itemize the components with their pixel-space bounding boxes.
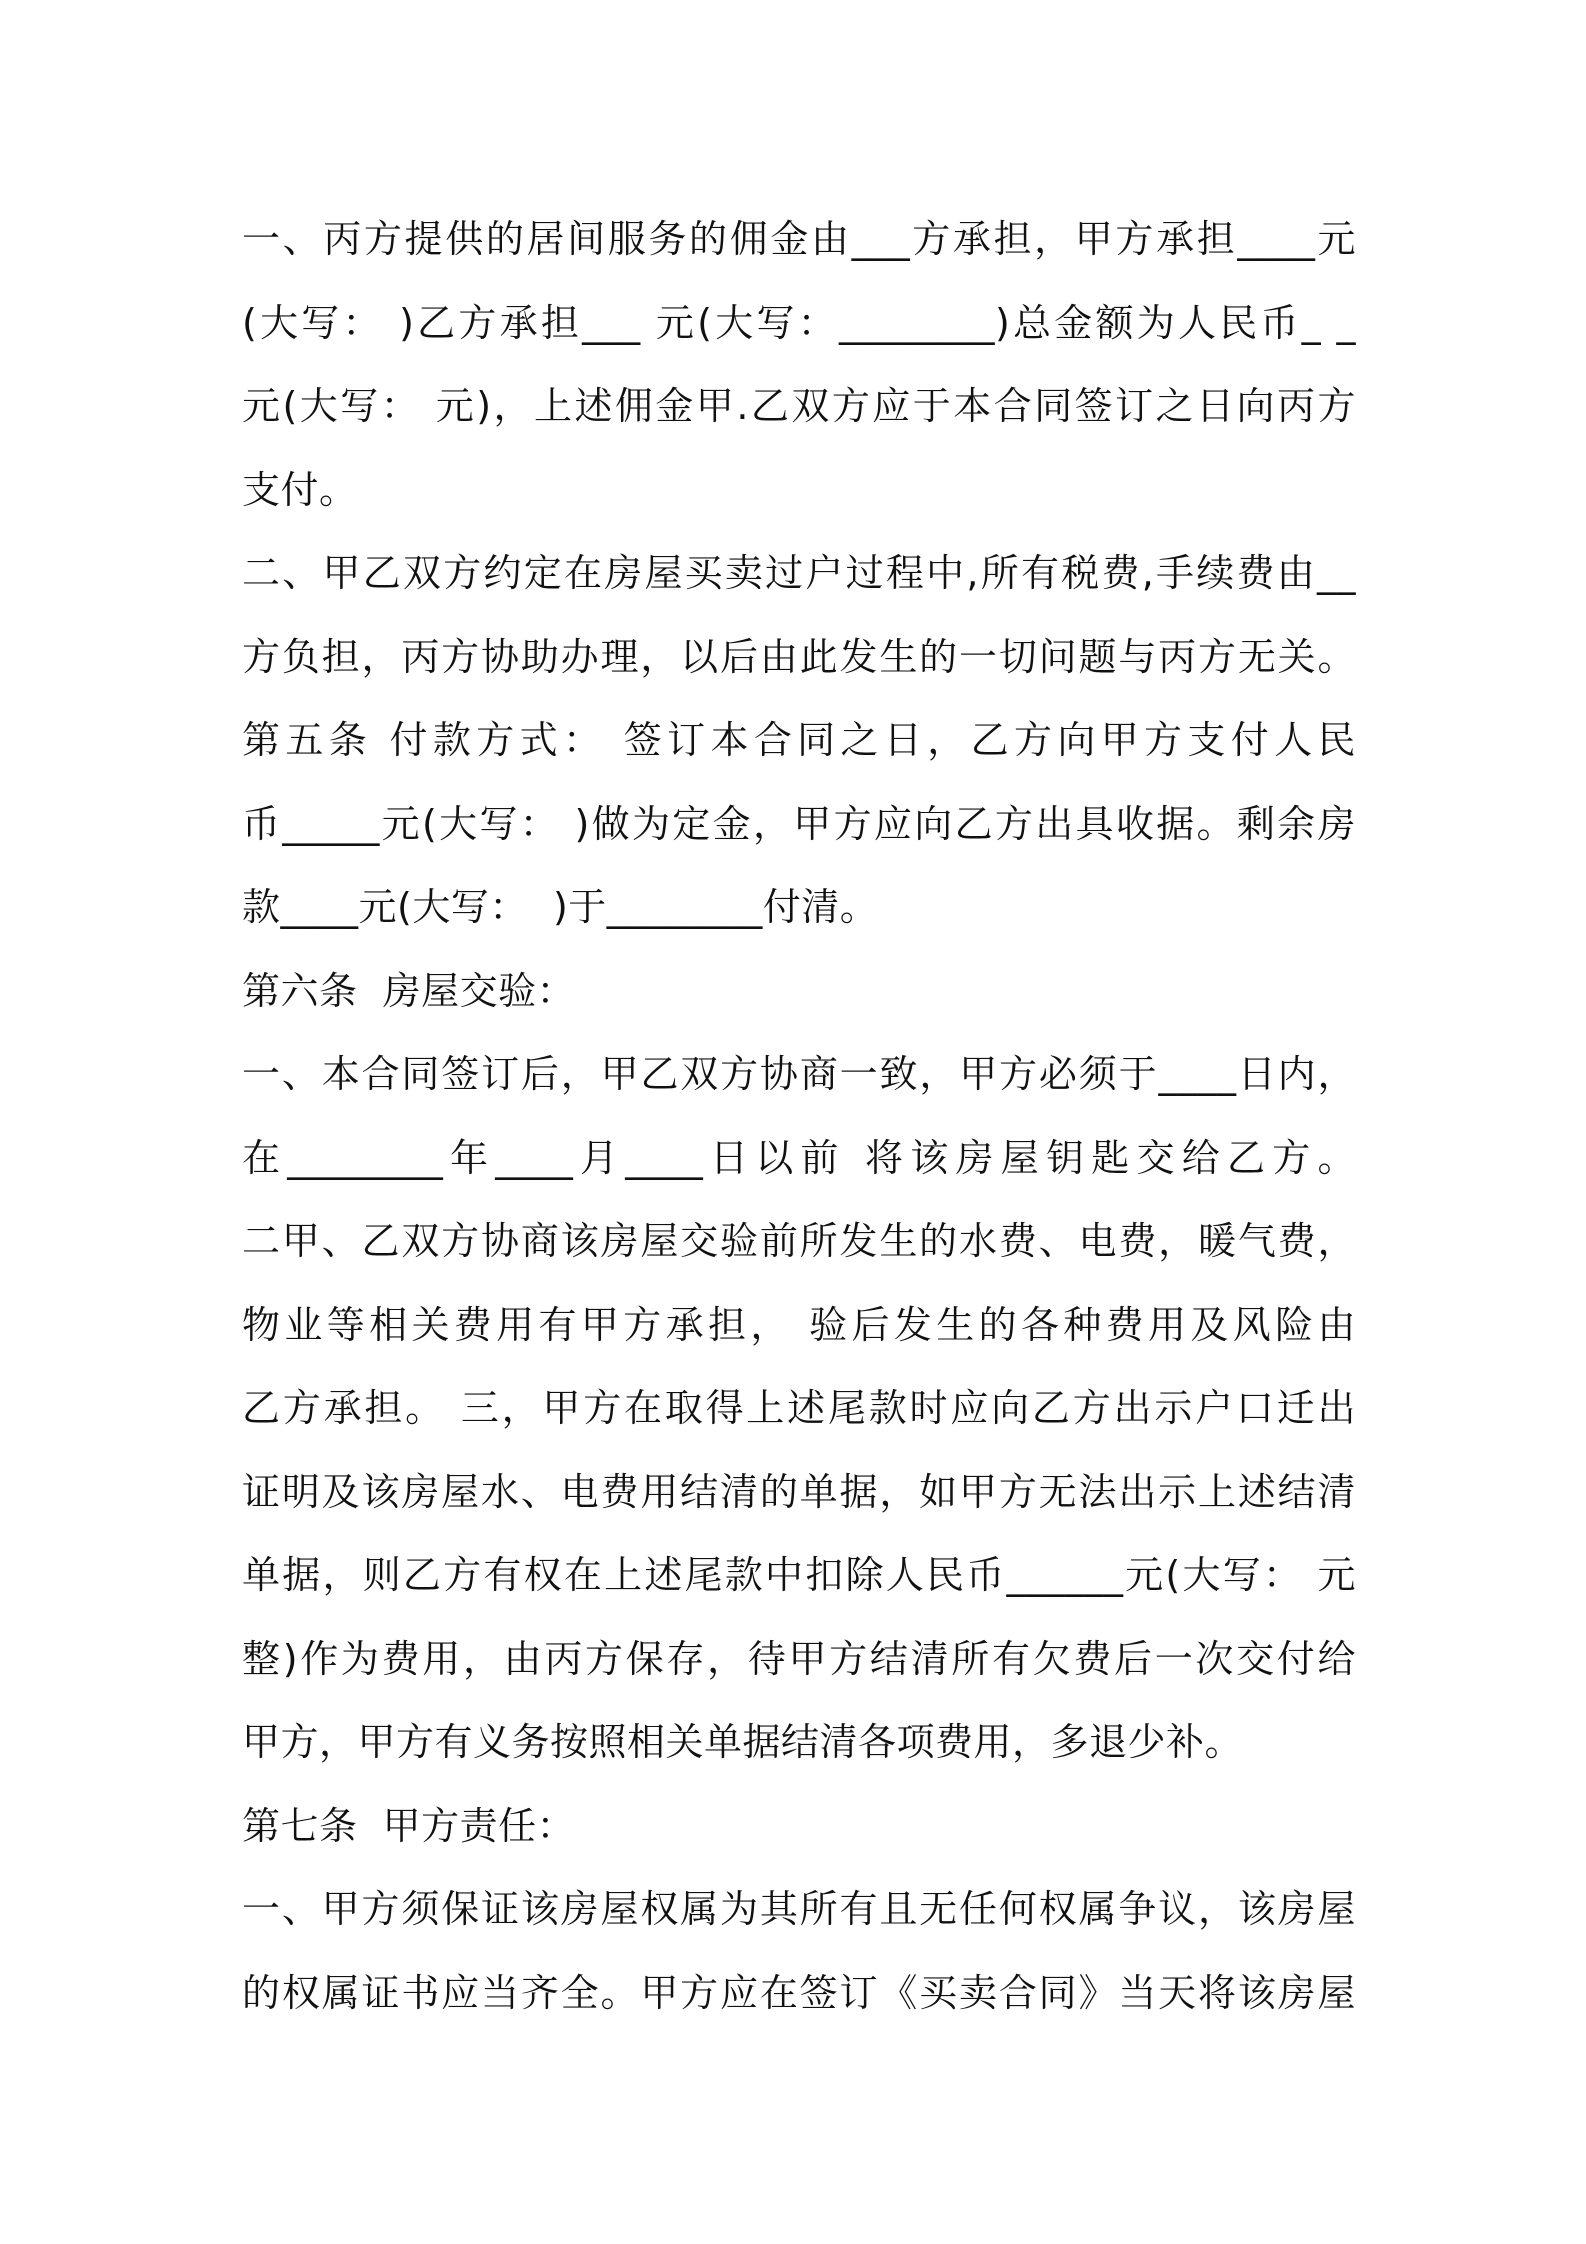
article-6-heading: 第六条 房屋交验：: [242, 968, 576, 1013]
article-7-heading: 第七条 甲方责任：: [242, 1803, 576, 1848]
text-line: 一、甲方须保证该房屋权属为其所有且无任何权属争议，该房屋: [242, 1887, 1356, 1931]
text-line: 乙方承担。 三，甲方在取得上述尾款时应向乙方出示户口迁出: [242, 1386, 1356, 1430]
text-line: 币_____元(大写： )做为定金，甲方应向乙方出具收据。剩余房: [242, 801, 1356, 846]
article-5-heading-line: 第五条 付款方式： 签订本合同之日，乙方向甲方支付人民: [242, 718, 1356, 762]
text-line: 的权属证书应当齐全。甲方应在签订《买卖合同》当天将该房屋: [242, 1970, 1356, 2015]
text-line: 方负担，丙方协助办理，以后由此发生的一切问题与丙方无关。: [242, 634, 1356, 679]
text-line: 支付。: [242, 467, 358, 512]
text-line: 一、本合同签订后，甲乙双方协商一致，甲方必须于____日内，: [242, 1052, 1356, 1096]
text-line: 款____元(大写： )于________付清。: [242, 885, 879, 929]
text-line: 证明及该房屋水、电费用结清的单据，如甲方无法出示上述结清: [242, 1469, 1356, 1514]
text-line: 二、甲乙双方约定在房屋买卖过户过程中,所有税费,手续费由__: [242, 551, 1356, 595]
contract-body: [242, 198, 1356, 2035]
text-line: 单据，则乙方有权在上述尾款中扣除人民币______元(大写： 元: [242, 1553, 1356, 1597]
text-line: (大写： )乙方承担___ 元(大写：________)总金额为人民币_ _: [242, 300, 1356, 345]
text-line: 在________年____月____日以前 将该房屋钥匙交给乙方。: [242, 1135, 1356, 1180]
text-line: 甲方，甲方有义务按照相关单据结清各项费用，多退少补。: [242, 1720, 1244, 1764]
text-line: 物业等相关费用有甲方承担， 验后发生的各种费用及风险由: [242, 1302, 1356, 1347]
text-line: 一、丙方提供的居间服务的佣金由___方承担，甲方承担____元: [242, 217, 1356, 261]
text-line: 整)作为费用，由丙方保存，待甲方结清所有欠费后一次交付给: [242, 1636, 1356, 1681]
text-line: 元(大写： 元)，上述佣金甲.乙双方应于本合同签订之日向丙方: [242, 384, 1356, 428]
text-line: 二甲、乙双方协商该房屋交验前所发生的水费、电费，暖气费，: [242, 1219, 1356, 1263]
